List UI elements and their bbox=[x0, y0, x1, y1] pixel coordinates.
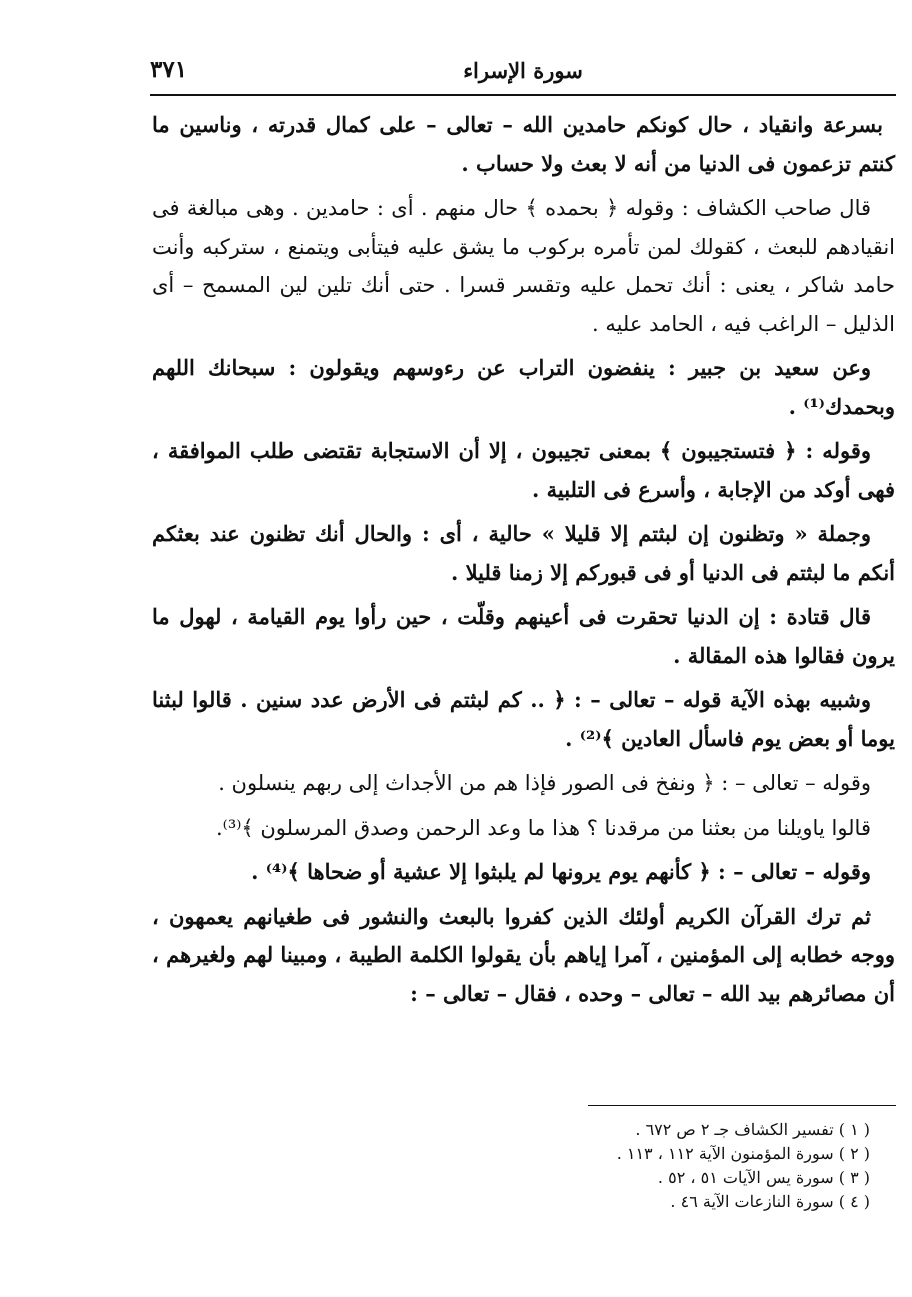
paragraph-11: ثم ترك القرآن الكريم أولئك الذين كفروا بالبعث والنشور فى طغيانهم يعمهون ، ووجه خطابه إلى المؤمنين ، آمرا إياهم بأن يقولوا الكلمة الطيبة ، ومبينا لهم ولغيرهم ، أن مصائرهم بيد الله – تعالى – وحده ، فقال – تعالى – : bbox=[152, 903, 895, 1006]
page-header bbox=[150, 52, 896, 92]
paragraph-4: وقوله : ﴿ فتستجيبون ﴾ بمعنى تجيبون ، إلا أن الاستجابة تقتضى طلب الموافقة ، فهى أوكد من الإجابة ، وأسرع فى التلبية . bbox=[152, 438, 895, 502]
paragraph-3: وعن سعيد بن جبير : ينفضون التراب عن رءوسهم ويقولون : سبحانك اللهم وبحمدك⁽¹⁾ . bbox=[152, 355, 895, 419]
footnote-3: ( ٣ ) سورة يس الآيات ٥١ ، ٥٢ . bbox=[657, 1168, 870, 1187]
page-number: ٣٧١ bbox=[150, 56, 188, 83]
footnote-2: ( ٢ ) سورة المؤمنون الآية ١١٢ ، ١١٣ . bbox=[616, 1144, 870, 1163]
paragraph-1: بسرعة وانقياد ، حال كونكم حامدين الله – تعالى – على كمال قدرته ، وناسين ما كنتم تزعمون فى الدنيا من أنه لا بعث ولا حساب . bbox=[152, 112, 895, 176]
page-body bbox=[152, 106, 895, 1019]
surah-title: سورة الإسراء bbox=[463, 58, 583, 83]
footnote-divider bbox=[588, 1105, 896, 1106]
header-divider bbox=[150, 94, 896, 96]
paragraph-8: وقوله – تعالى – : ﴿ ونفخ فى الصور فإذا هم من الأجداث إلى ربهم ينسلون . bbox=[218, 771, 871, 795]
footnote-1: ( ١ ) تفسير الكشاف جـ ٢ ص ٦٧٢ . bbox=[635, 1120, 870, 1139]
paragraph-9: قالوا ياويلنا من بعثنا من مرقدنا ؟ هذا ما وعد الرحمن وصدق المرسلون ﴾⁽³⁾. bbox=[215, 815, 871, 840]
footnote-4: ( ٤ ) سورة النازعات الآية ٤٦ . bbox=[670, 1192, 870, 1211]
paragraph-10: وقوله – تعالى – : ﴿ كأنهم يوم يرونها لم يلبثوا إلا عشية أو ضحاها ﴾⁽⁴⁾ . bbox=[251, 859, 871, 884]
footnotes bbox=[400, 1118, 870, 1214]
paragraph-2: قال صاحب الكشاف : وقوله ﴿ بحمده ﴾ حال منهم . أى : حامدين . وهى مبالغة فى انقيادهم للبعث ، كقولك لمن تأمره بركوب ما يشق عليه فيتأبى ويتمنع ، ستركبه وأنت حامد شاكر ، يعنى : أنك تحمل عليه وتقسر قسرا . حتى أنك تلين لين المسمح – أى الذليل – الراغب فيه ، الحامد عليه . bbox=[152, 196, 895, 336]
paragraph-6: قال قتادة : إن الدنيا تحقرت فى أعينهم وقلّت ، حين رأوا يوم القيامة ، لهول ما يرون فقالوا هذه المقالة . bbox=[152, 604, 895, 668]
paragraph-5: وجملة « وتظنون إن لبثتم إلا قليلا » حالية ، أى : والحال أنك تظنون عند بعثكم أنكم ما لبثتم فى الدنيا أو فى قبوركم إلا زمنا قليلا . bbox=[152, 521, 895, 585]
paragraph-7: وشبيه بهذه الآية قوله – تعالى – : ﴿ .. كم لبثتم فى الأرض عدد سنين . قالوا لبثنا يوما أو بعض يوم فاسأل العادين ﴾⁽²⁾ . bbox=[152, 687, 895, 751]
